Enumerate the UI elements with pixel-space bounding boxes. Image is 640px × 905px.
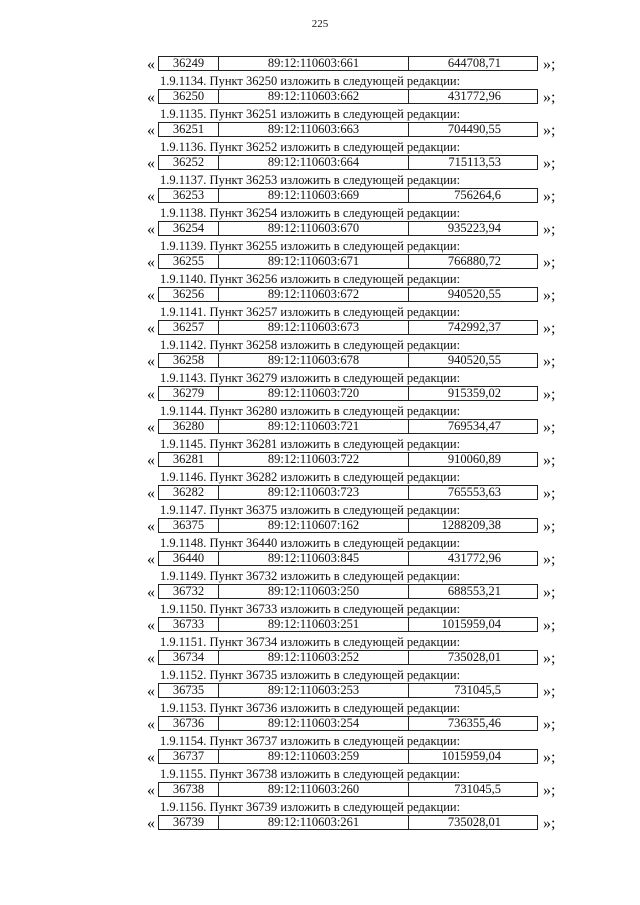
row-number-cell: 36249 — [159, 57, 219, 70]
table-row-cells — [158, 584, 538, 599]
instruction-text: 1.9.1154. Пункт 36737 изложить в следующей редакции: — [160, 733, 461, 748]
quote-close: »; — [543, 716, 556, 733]
amendment-instruction — [0, 337, 640, 354]
cadastral-number-cell: 89:12:110603:250 — [219, 585, 409, 598]
table-row — [0, 419, 640, 436]
table-row-cells — [158, 452, 538, 467]
row-number-cell: 36257 — [159, 321, 219, 334]
table-row — [0, 683, 640, 700]
value-cell: 742992,37 — [447, 320, 501, 334]
table-row — [0, 320, 640, 337]
row-number-cell: 36737 — [159, 750, 219, 763]
document-body — [0, 56, 640, 832]
table-row — [0, 584, 640, 601]
cadastral-number-cell: 89:12:110603:723 — [219, 486, 409, 499]
table-row-cells — [158, 716, 538, 731]
quote-open: « — [147, 221, 155, 238]
table-row-cells — [158, 650, 538, 665]
quote-open: « — [147, 188, 155, 205]
table-row-cells — [158, 155, 538, 170]
table-row — [0, 452, 640, 469]
table-row — [0, 551, 640, 568]
quote-close: »; — [543, 56, 556, 73]
row-number-cell: 36440 — [159, 552, 219, 565]
cadastral-number-cell: 89:12:110603:671 — [219, 255, 409, 268]
instruction-text: 1.9.1146. Пункт 36282 изложить в следующей редакции: — [160, 469, 461, 484]
quote-open: « — [147, 518, 155, 535]
instruction-text: 1.9.1137. Пункт 36253 изложить в следующей редакции: — [160, 172, 461, 187]
quote-open: « — [147, 452, 155, 469]
quote-close: »; — [543, 683, 556, 700]
table-row-cells — [158, 749, 538, 764]
amendment-instruction — [0, 634, 640, 651]
table-row-cells — [158, 419, 538, 434]
row-number-cell: 36255 — [159, 255, 219, 268]
row-number-cell: 36251 — [159, 123, 219, 136]
instruction-text: 1.9.1136. Пункт 36252 изложить в следующей редакции: — [160, 139, 461, 154]
quote-close: »; — [543, 122, 556, 139]
amendment-instruction — [0, 568, 640, 585]
table-row-cells — [158, 188, 538, 203]
cadastral-number-cell: 89:12:110603:251 — [219, 618, 409, 631]
quote-close: »; — [543, 287, 556, 304]
table-row-cells — [158, 518, 538, 533]
table-row — [0, 782, 640, 799]
amendment-instruction — [0, 73, 640, 90]
amendment-instruction — [0, 535, 640, 552]
value-cell: 1288209,38 — [441, 518, 501, 532]
page-number: 225 — [311, 18, 329, 30]
amendment-instruction — [0, 502, 640, 519]
table-row — [0, 56, 640, 73]
row-number-cell: 36736 — [159, 717, 219, 730]
value-cell: 431772,96 — [447, 551, 501, 565]
table-row — [0, 188, 640, 205]
table-row — [0, 122, 640, 139]
quote-close: »; — [543, 650, 556, 667]
table-row-cells — [158, 815, 538, 830]
table-row — [0, 89, 640, 106]
cadastral-number-cell: 89:12:110603:670 — [219, 222, 409, 235]
row-number-cell: 36258 — [159, 354, 219, 367]
instruction-text: 1.9.1151. Пункт 36734 изложить в следующей редакции: — [160, 634, 461, 649]
value-cell: 688553,21 — [447, 584, 501, 598]
value-cell: 915359,02 — [447, 386, 501, 400]
row-number-cell: 36732 — [159, 585, 219, 598]
amendment-instruction — [0, 667, 640, 684]
quote-open: « — [147, 650, 155, 667]
quote-open: « — [147, 419, 155, 436]
value-cell: 704490,55 — [447, 122, 501, 136]
cadastral-number-cell: 89:12:110603:253 — [219, 684, 409, 697]
value-cell: 935223,94 — [447, 221, 501, 235]
table-row — [0, 650, 640, 667]
amendment-instruction — [0, 139, 640, 156]
instruction-text: 1.9.1140. Пункт 36256 изложить в следующей редакции: — [160, 271, 461, 286]
quote-open: « — [147, 320, 155, 337]
quote-open: « — [147, 89, 155, 106]
amendment-instruction — [0, 601, 640, 618]
value-cell: 731045,5 — [454, 683, 501, 697]
quote-close: »; — [543, 254, 556, 271]
row-number-cell: 36250 — [159, 90, 219, 103]
cadastral-number-cell: 89:12:110607:162 — [219, 519, 409, 532]
table-row-cells — [158, 89, 538, 104]
cadastral-number-cell: 89:12:110603:673 — [219, 321, 409, 334]
table-row-cells — [158, 551, 538, 566]
quote-open: « — [147, 815, 155, 832]
table-row — [0, 353, 640, 370]
cadastral-number-cell: 89:12:110603:664 — [219, 156, 409, 169]
table-row-cells — [158, 353, 538, 368]
row-number-cell: 36282 — [159, 486, 219, 499]
amendment-instruction — [0, 766, 640, 783]
row-number-cell: 36735 — [159, 684, 219, 697]
instruction-text: 1.9.1141. Пункт 36257 изложить в следующей редакции: — [160, 304, 461, 319]
table-row — [0, 716, 640, 733]
instruction-text: 1.9.1152. Пункт 36735 изложить в следующей редакции: — [160, 667, 461, 682]
instruction-text: 1.9.1135. Пункт 36251 изложить в следующей редакции: — [160, 106, 461, 121]
amendment-instruction — [0, 304, 640, 321]
instruction-text: 1.9.1134. Пункт 36250 изложить в следующей редакции: — [160, 73, 461, 88]
instruction-text: 1.9.1153. Пункт 36736 изложить в следующей редакции: — [160, 700, 461, 715]
instruction-text: 1.9.1145. Пункт 36281 изложить в следующей редакции: — [160, 436, 461, 451]
instruction-text: 1.9.1144. Пункт 36280 изложить в следующей редакции: — [160, 403, 461, 418]
value-cell: 766880,72 — [447, 254, 501, 268]
cadastral-number-cell: 89:12:110603:252 — [219, 651, 409, 664]
row-number-cell: 36256 — [159, 288, 219, 301]
instruction-text: 1.9.1149. Пункт 36732 изложить в следующей редакции: — [160, 568, 461, 583]
amendment-instruction — [0, 238, 640, 255]
value-cell: 940520,55 — [447, 353, 501, 367]
quote-open: « — [147, 287, 155, 304]
row-number-cell: 36281 — [159, 453, 219, 466]
quote-open: « — [147, 485, 155, 502]
amendment-instruction — [0, 799, 640, 816]
amendment-instruction — [0, 106, 640, 123]
cadastral-number-cell: 89:12:110603:722 — [219, 453, 409, 466]
quote-close: »; — [543, 518, 556, 535]
cadastral-number-cell: 89:12:110603:254 — [219, 717, 409, 730]
quote-close: »; — [543, 452, 556, 469]
value-cell: 731045,5 — [454, 782, 501, 796]
cadastral-number-cell: 89:12:110603:845 — [219, 552, 409, 565]
quote-open: « — [147, 683, 155, 700]
table-row-cells — [158, 122, 538, 137]
cadastral-number-cell: 89:12:110603:260 — [219, 783, 409, 796]
instruction-text: 1.9.1150. Пункт 36733 изложить в следующей редакции: — [160, 601, 461, 616]
amendment-instruction — [0, 205, 640, 222]
quote-close: »; — [543, 617, 556, 634]
quote-close: »; — [543, 89, 556, 106]
table-row — [0, 518, 640, 535]
table-row-cells — [158, 485, 538, 500]
value-cell: 736355,46 — [447, 716, 501, 730]
table-row — [0, 485, 640, 502]
cadastral-number-cell: 89:12:110603:662 — [219, 90, 409, 103]
quote-close: »; — [543, 353, 556, 370]
row-number-cell: 36738 — [159, 783, 219, 796]
instruction-text: 1.9.1143. Пункт 36279 изложить в следующей редакции: — [160, 370, 461, 385]
row-number-cell: 36254 — [159, 222, 219, 235]
table-row-cells — [158, 56, 538, 71]
value-cell: 735028,01 — [447, 650, 501, 664]
quote-open: « — [147, 122, 155, 139]
quote-close: »; — [543, 584, 556, 601]
table-row-cells — [158, 320, 538, 335]
row-number-cell: 36375 — [159, 519, 219, 532]
instruction-text: 1.9.1138. Пункт 36254 изложить в следующей редакции: — [160, 205, 461, 220]
row-number-cell: 36739 — [159, 816, 219, 829]
instruction-text: 1.9.1139. Пункт 36255 изложить в следующей редакции: — [160, 238, 461, 253]
row-number-cell: 36279 — [159, 387, 219, 400]
instruction-text: 1.9.1155. Пункт 36738 изложить в следующей редакции: — [160, 766, 461, 781]
table-row — [0, 749, 640, 766]
value-cell: 644708,71 — [447, 56, 501, 70]
quote-open: « — [147, 155, 155, 172]
quote-close: »; — [543, 320, 556, 337]
cadastral-number-cell: 89:12:110603:663 — [219, 123, 409, 136]
cadastral-number-cell: 89:12:110603:669 — [219, 189, 409, 202]
amendment-instruction — [0, 370, 640, 387]
table-row-cells — [158, 617, 538, 632]
quote-close: »; — [543, 749, 556, 766]
cadastral-number-cell: 89:12:110603:259 — [219, 750, 409, 763]
quote-open: « — [147, 782, 155, 799]
value-cell: 1015959,04 — [441, 617, 501, 631]
table-row-cells — [158, 221, 538, 236]
value-cell: 765553,63 — [447, 485, 501, 499]
quote-close: »; — [543, 782, 556, 799]
instruction-text: 1.9.1142. Пункт 36258 изложить в следующей редакции: — [160, 337, 461, 352]
value-cell: 715113,53 — [448, 155, 501, 169]
quote-open: « — [147, 749, 155, 766]
table-row-cells — [158, 287, 538, 302]
amendment-instruction — [0, 403, 640, 420]
cadastral-number-cell: 89:12:110603:261 — [219, 816, 409, 829]
amendment-instruction — [0, 700, 640, 717]
instruction-text: 1.9.1148. Пункт 36440 изложить в следующей редакции: — [160, 535, 461, 550]
amendment-instruction — [0, 733, 640, 750]
row-number-cell: 36252 — [159, 156, 219, 169]
row-number-cell: 36734 — [159, 651, 219, 664]
quote-close: »; — [543, 386, 556, 403]
cadastral-number-cell: 89:12:110603:678 — [219, 354, 409, 367]
cadastral-number-cell: 89:12:110603:661 — [219, 57, 409, 70]
table-row — [0, 221, 640, 238]
quote-close: »; — [543, 419, 556, 436]
value-cell: 940520,55 — [447, 287, 501, 301]
cadastral-number-cell: 89:12:110603:720 — [219, 387, 409, 400]
quote-open: « — [147, 386, 155, 403]
quote-close: »; — [543, 815, 556, 832]
quote-open: « — [147, 584, 155, 601]
row-number-cell: 36253 — [159, 189, 219, 202]
cadastral-number-cell: 89:12:110603:672 — [219, 288, 409, 301]
quote-open: « — [147, 617, 155, 634]
quote-open: « — [147, 56, 155, 73]
quote-open: « — [147, 716, 155, 733]
value-cell: 756264,6 — [454, 188, 501, 202]
table-row-cells — [158, 386, 538, 401]
value-cell: 431772,96 — [447, 89, 501, 103]
table-row-cells — [158, 683, 538, 698]
table-row-cells — [158, 782, 538, 797]
instruction-text: 1.9.1156. Пункт 36739 изложить в следующей редакции: — [160, 799, 461, 814]
table-row — [0, 815, 640, 832]
amendment-instruction — [0, 271, 640, 288]
table-row — [0, 254, 640, 271]
table-row — [0, 155, 640, 172]
row-number-cell: 36280 — [159, 420, 219, 433]
quote-close: »; — [543, 221, 556, 238]
quote-close: »; — [543, 155, 556, 172]
quote-close: »; — [543, 485, 556, 502]
instruction-text: 1.9.1147. Пункт 36375 изложить в следующей редакции: — [160, 502, 461, 517]
quote-open: « — [147, 254, 155, 271]
value-cell: 1015959,04 — [441, 749, 501, 763]
quote-close: »; — [543, 188, 556, 205]
value-cell: 769534,47 — [447, 419, 501, 433]
amendment-instruction — [0, 436, 640, 453]
quote-open: « — [147, 353, 155, 370]
table-row — [0, 386, 640, 403]
value-cell: 910060,89 — [447, 452, 501, 466]
table-row-cells — [158, 254, 538, 269]
quote-open: « — [147, 551, 155, 568]
table-row — [0, 287, 640, 304]
amendment-instruction — [0, 172, 640, 189]
amendment-instruction — [0, 469, 640, 486]
value-cell: 735028,01 — [447, 815, 501, 829]
quote-close: »; — [543, 551, 556, 568]
row-number-cell: 36733 — [159, 618, 219, 631]
cadastral-number-cell: 89:12:110603:721 — [219, 420, 409, 433]
table-row — [0, 617, 640, 634]
